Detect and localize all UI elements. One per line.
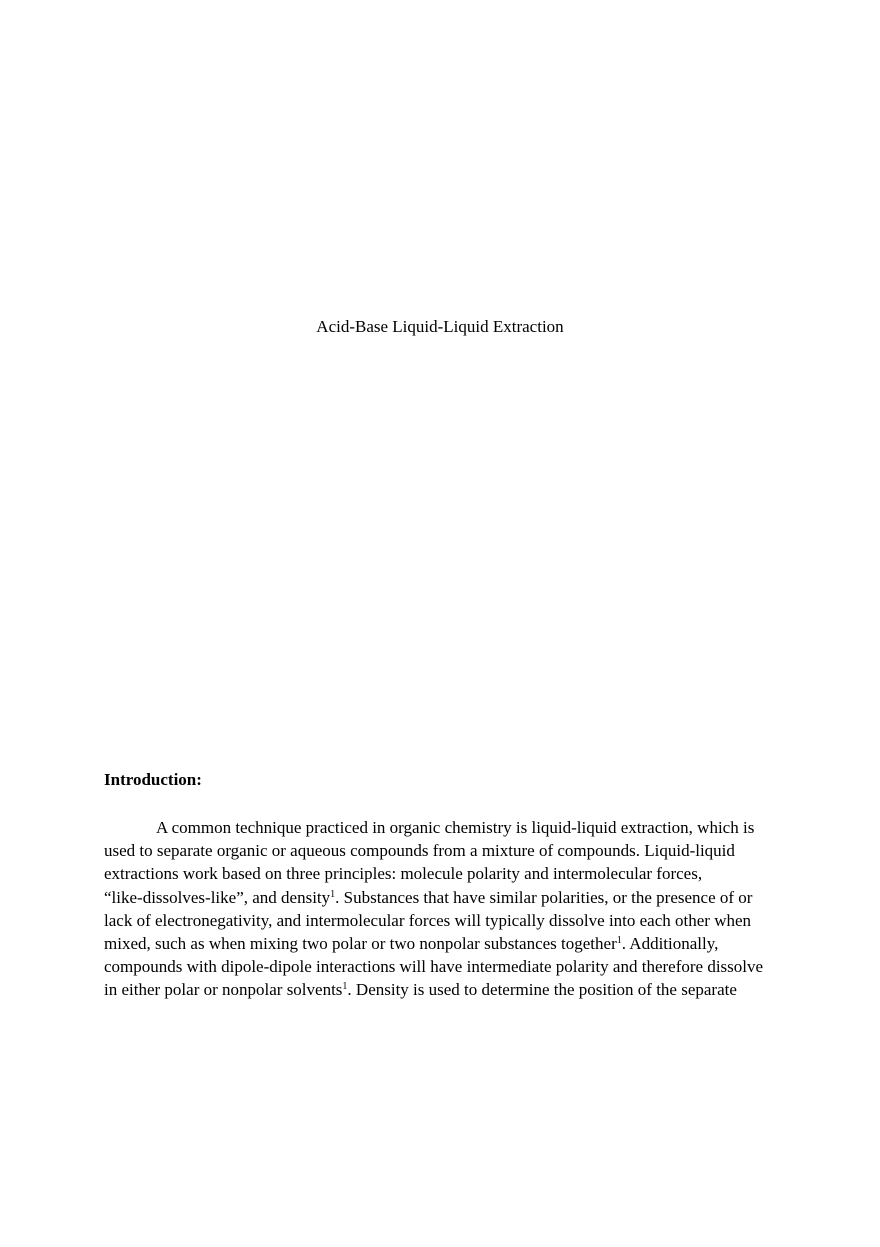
citation-superscript: 1 [616,935,622,947]
paragraph-line [104,886,776,909]
line-text: . Additionally, [621,934,719,954]
line-text: compounds with dipole-dipole interactions will have intermediate polarity and therefore dissolve [104,957,764,977]
paragraph-line [104,839,776,862]
line-text: “like-dissolves-like”, and density [104,887,331,907]
citation-superscript: 1 [342,981,348,993]
section-heading-introduction: Introduction: [104,770,202,789]
line-text: . Substances that have similar polarities, or the presence of or [335,887,753,907]
line-text: lack of electronegativity, and intermolecular forces will typically dissolve into each other when [104,910,752,930]
line-text: mixed, such as when mixing two polar or two nonpolar substances together [104,934,617,954]
paragraph-line [104,862,776,885]
citation-superscript: 1 [330,888,336,900]
introduction-paragraph [104,816,776,1002]
paragraph-line [104,909,776,932]
paragraph-line [104,816,776,839]
line-text: A common technique practiced in organic chemistry is liquid-liquid extraction, which is [156,818,755,837]
paragraph-line [104,955,776,978]
paragraph-line [104,978,776,1001]
line-text: extractions work based on three principles: molecule polarity and intermolecular forces, [104,864,703,884]
line-text: used to separate organic or aqueous compounds from a mixture of compounds. Liquid-liquid [104,841,735,861]
line-text: in either polar or nonpolar solvents [104,980,343,1000]
line-text: . Density is used to determine the position of the separate [347,980,737,1000]
paragraph-line [104,932,776,955]
document-title: Acid-Base Liquid-Liquid Extraction [316,317,564,336]
